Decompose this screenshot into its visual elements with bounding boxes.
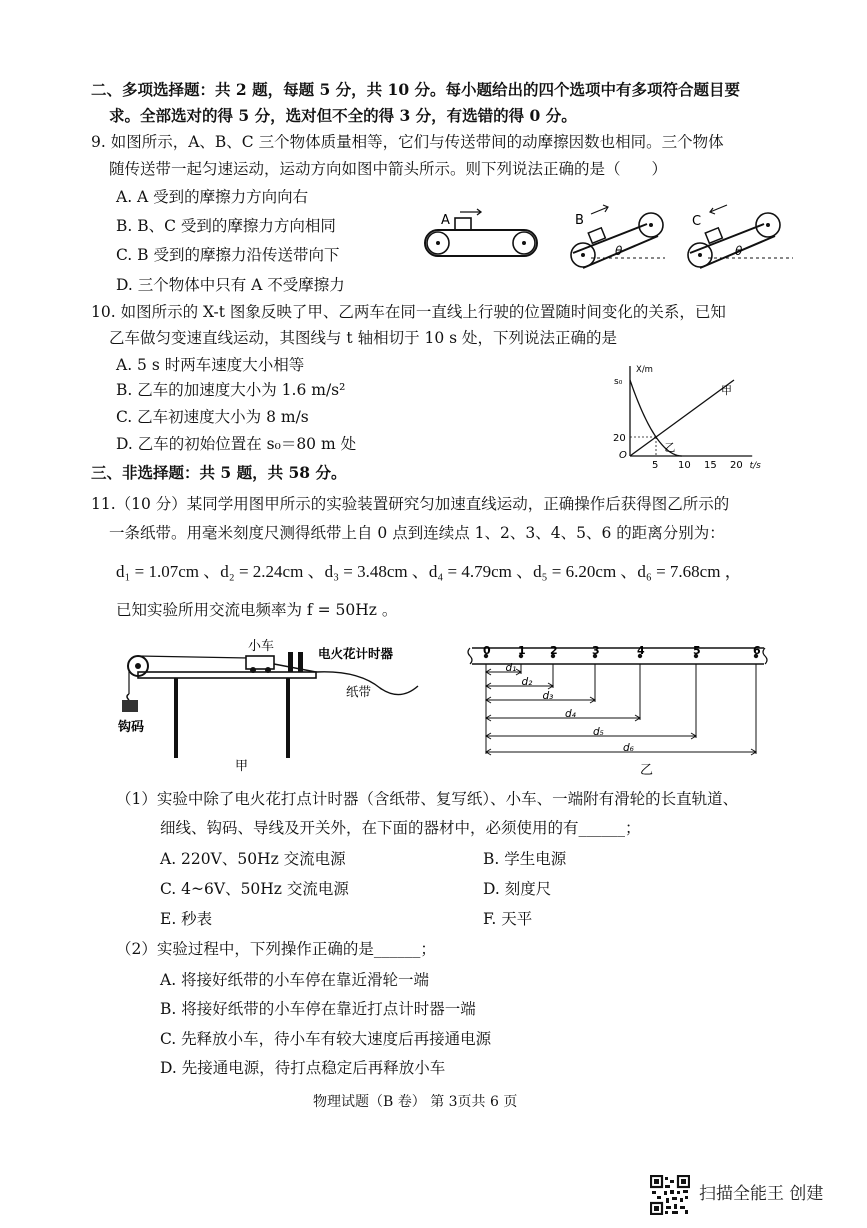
figure-yi-caption: 乙 bbox=[640, 763, 654, 778]
tape-label: 纸带 bbox=[346, 684, 372, 699]
page-footer: 物理试题（B 卷） 第 3页共 6 页 bbox=[313, 1094, 518, 1110]
q11-sub1-stem-line1: （1）实验中除了电火花打点计时器（含纸带、复写纸）、小车、一端附有滑轮的长直轨道、 bbox=[116, 790, 739, 808]
xt-graph bbox=[612, 360, 784, 472]
section-2-header-line2: 求。全部选对的得 5 分，选对但不全的得 3 分，有选错的得 0 分。 bbox=[109, 106, 577, 125]
q11-sub2-option-a: A. 将接好纸带的小车停在靠近滑轮一端 bbox=[160, 971, 430, 989]
belt-a-diagram bbox=[425, 209, 537, 256]
q9-option-d: D. 三个物体中只有 A 不受摩擦力 bbox=[116, 276, 345, 294]
q11-sub1-option-e: E. 秒表 bbox=[160, 910, 213, 928]
q11-sub2-stem: （2）实验过程中，下列操作正确的是______； bbox=[116, 940, 436, 958]
section-3-header: 三、非选择题：共 5 题，共 58 分。 bbox=[91, 463, 347, 482]
q11-sub1-option-c: C. 4~6V、50Hz 交流电源 bbox=[160, 880, 349, 898]
q11-sub2-option-d: D. 先接通电源，待打点稳定后再释放小车 bbox=[160, 1059, 446, 1077]
weight-label: 钩码 bbox=[118, 720, 145, 735]
label-b: B bbox=[575, 213, 584, 228]
dimension-label: d₄ bbox=[565, 708, 576, 720]
q11-sub1-option-b: B. 学生电源 bbox=[483, 850, 567, 868]
q10-option-b: B. 乙车的加速度大小为 1.6 m/s² bbox=[116, 381, 346, 399]
tape-point-label: 3 bbox=[592, 644, 600, 657]
x-tick-label: 5 bbox=[652, 460, 659, 471]
section-2-header-line1: 二、多项选择题：共 2 题，每题 5 分，共 10 分。每小题给出的四个选项中有多项符合题目要 bbox=[91, 80, 741, 99]
y-tick-label: s₀ bbox=[614, 377, 623, 387]
y-axis-label: X/m bbox=[636, 365, 653, 375]
dimension-label: d₅ bbox=[593, 726, 604, 738]
paper-tape-figure bbox=[460, 640, 780, 778]
x-axis-label: t/s bbox=[749, 461, 761, 471]
q9-stem-line2: 随传送带一起匀速运动，运动方向如图中箭头所示。则下列说法正确的是（ ） bbox=[109, 160, 668, 178]
timer-label: 电火花计时器 bbox=[318, 646, 394, 661]
q9-stem-line1: 9. 如图所示，A、B、C 三个物体质量相等，它们与传送带间的动摩擦因数也相同。三个物体 bbox=[91, 133, 724, 151]
conveyor-belt-figure bbox=[415, 192, 805, 274]
q10-option-a: A. 5 s 时两车速度大小相等 bbox=[116, 356, 305, 374]
x-tick-label: 20 bbox=[730, 460, 743, 471]
x-tick-label: 15 bbox=[704, 460, 717, 471]
belt-c-diagram bbox=[688, 205, 793, 268]
q11-stem-line2: 一条纸带。用毫米刻度尺测得纸带上自 0 点到连续点 1、2、3、4、5、6 的距离分别为： bbox=[109, 524, 725, 542]
tape-point-label: 4 bbox=[637, 644, 645, 657]
label-a: A bbox=[441, 213, 450, 228]
series-label-yi: 乙 bbox=[664, 441, 676, 454]
tape-point-label: 0 bbox=[483, 644, 491, 657]
tape-point-label: 2 bbox=[550, 644, 558, 657]
q10-option-c: C. 乙车初速度大小为 8 m/s bbox=[116, 408, 309, 426]
tape-point-label: 6 bbox=[753, 644, 761, 657]
q11-stem-line1: 11.（10 分）某同学用图甲所示的实验装置研究匀加速直线运动，正确操作后获得图乙所示的 bbox=[91, 495, 730, 513]
tape-point-label: 1 bbox=[518, 644, 526, 657]
figure-jia-caption: 甲 bbox=[235, 759, 249, 772]
q10-option-d: D. 乙车的初始位置在 s₀＝80 m 处 bbox=[116, 435, 357, 453]
label-c: C bbox=[692, 214, 702, 229]
q9-option-b: B. B、C 受到的摩擦力方向相同 bbox=[116, 217, 336, 235]
x-tick-label: 10 bbox=[678, 460, 691, 471]
q10-stem-line1: 10. 如图所示的 X-t 图象反映了甲、乙两车在同一直线上行驶的位置随时间变化的关系，已知 bbox=[91, 303, 726, 321]
apparatus-figure bbox=[118, 636, 448, 772]
y-tick-label: 20 bbox=[613, 433, 626, 444]
q11-distance-formula: d₁ = 1.07cm 、d₂ = 2.24cm 、d₃ = 3.48cm 、d₄ = 4.79cm 、d₅ = 6.20cm 、d₆ = 7.68cm ， bbox=[116, 562, 742, 581]
q9-option-a: A. A 受到的摩擦力方向向右 bbox=[116, 188, 309, 206]
q9-option-c: C. B 受到的摩擦力沿传送带向下 bbox=[116, 246, 340, 264]
dimension-label: d₂ bbox=[521, 676, 533, 688]
q11-sub1-option-d: D. 刻度尺 bbox=[483, 880, 552, 898]
q11-sub2-option-b: B. 将接好纸带的小车停在靠近打点计时器一端 bbox=[160, 1000, 476, 1018]
dimension-label: d₁ bbox=[505, 662, 517, 674]
tape-point-label: 5 bbox=[693, 644, 701, 657]
scanner-watermark: 扫描全能王 创建 bbox=[699, 1184, 824, 1204]
svg-text:θ: θ bbox=[735, 244, 743, 258]
q11-frequency-line: 已知实验所用交流电频率为 f = 50Hz 。 bbox=[116, 601, 398, 619]
q11-sub1-option-f: F. 天平 bbox=[483, 910, 533, 928]
dimension-label: d₆ bbox=[623, 742, 634, 754]
q11-sub2-option-c: C. 先释放小车，待小车有较大速度后再接通电源 bbox=[160, 1030, 492, 1048]
q11-sub1-stem-line2: 细线、钩码、导线及开关外，在下面的器材中，必须使用的有______； bbox=[160, 819, 641, 837]
svg-text:θ: θ bbox=[615, 244, 623, 258]
origin-label: O bbox=[619, 450, 627, 461]
cart-label: 小车 bbox=[248, 639, 275, 654]
q11-sub1-option-a: A. 220V、50Hz 交流电源 bbox=[160, 850, 346, 868]
belt-b-diagram bbox=[571, 205, 665, 268]
qr-code-icon bbox=[650, 1175, 690, 1215]
q10-stem-line2: 乙车做匀变速直线运动，其图线与 t 轴相切于 10 s 处，下列说法正确的是 bbox=[109, 329, 618, 347]
dimension-label: d₃ bbox=[542, 690, 554, 702]
series-label-jia: 甲 bbox=[721, 384, 732, 397]
